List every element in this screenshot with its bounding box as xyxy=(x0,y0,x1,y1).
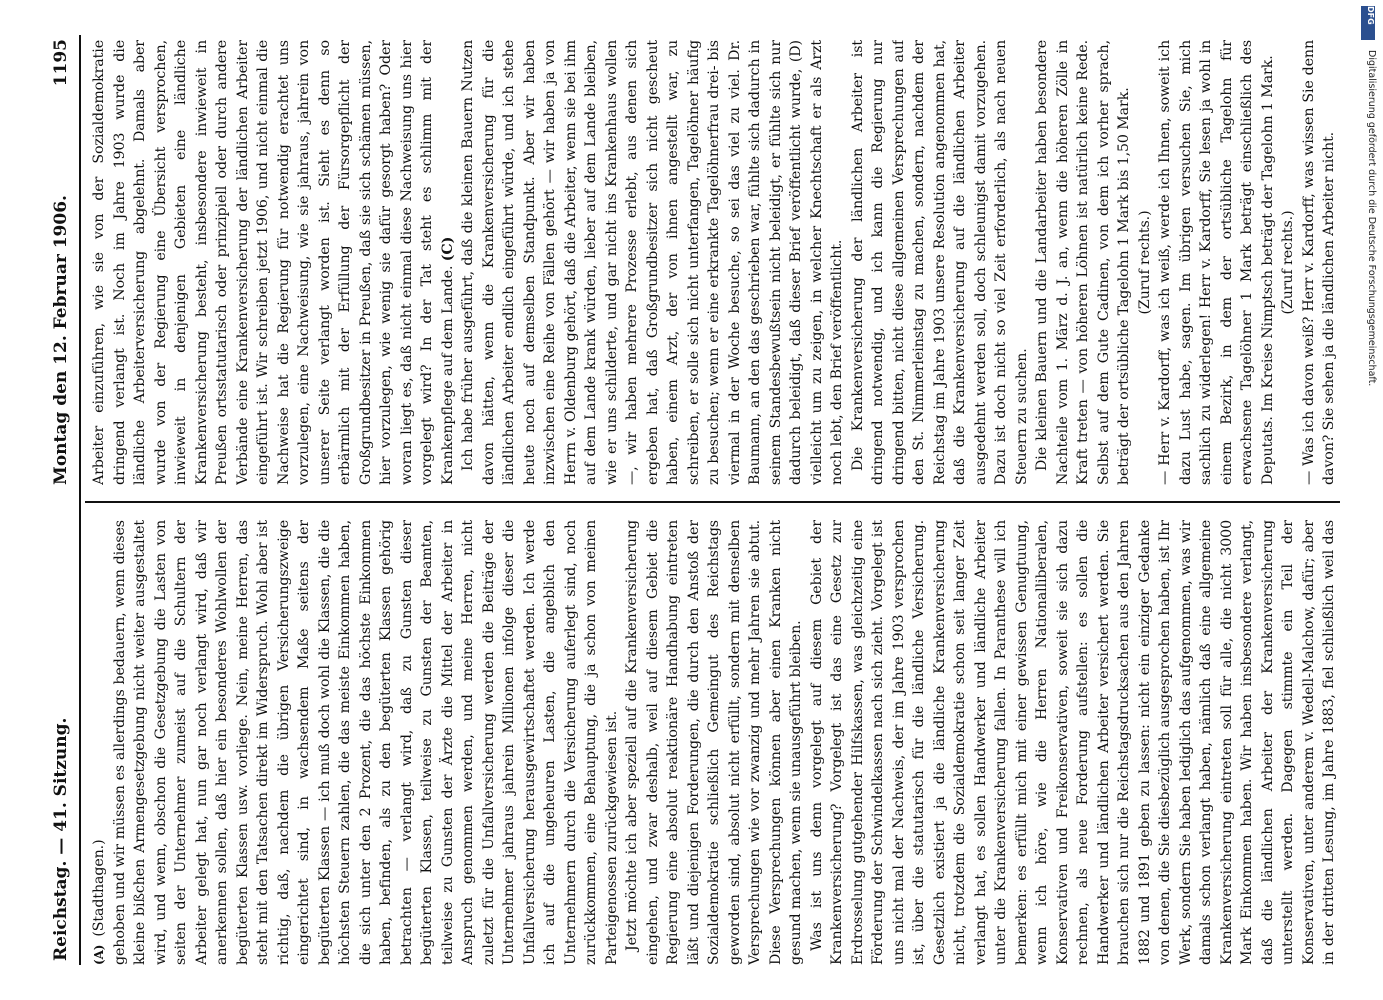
margin-marker-a: (A) xyxy=(92,944,106,965)
interjection-2: (Zuruf rechts.) xyxy=(1280,210,1296,315)
left-paragraph-1: gehoben und wir müssen es allerdings bedauern, wenn dieses kleine bißchen Armengesetzgebung nicht weiter ausgestaltet wird, und wenn, obschon die Gesetzgebung die Lasten von seiten der Unternehmer zumeist auf die Schultern der Arbeiter gelegt hat, nun gar noch verlangt wird, daß wir anerkennen sollen, daß hier ein besonderes Wohlwollen der begüterten Klassen usw. vorliege. Nein, meine Herren, das steht mit den Tatsachen direkt im Widerspruch. Wohl aber ist richtig, daß, nachdem die übrigen Versicherungszweige eingerichtet sind, in wachsendem Maße seitens der begüterten Klassen — ich muß doch wohl die Klassen, die die höchsten Steuern zahlen, die das meiste Einkommen haben, die sich unter den 2 Prozent, die das höchste Einkommen haben, befinden, als zu den begüterten Klassen gehörig betrachten — verlangt wird, daß zu Gunsten dieser begüterten Klassen, teilweise zu Gunsten der Beamten, teilweise zu Gunsten der Ärzte die Mittel der Arbeiter in Anspruch genommen werden, und meine Herren, nicht zuletzt für die Unfallversicherung werden die Beiträge der Unternehmer jahraus jahrein Millionen infolge dieser die Unfallversicherung herausgewirtschaftet werden. Ich werde ich auf die ungeheuren Lasten, die angeblich den Unternehmern durch die Versicherung auferlegt sind, noch zurückkommen, eine Behauptung, die ja schon von meinen Parteigenossen zurückgewiesen ist. xyxy=(111,520,620,965)
right-paragraph-kardorff: — Herr v. Kardorff, was ich weiß, werde ich Ihnen, soweit ich dazu Lust habe, sagen. Im übrigen versuchen Sie, mich sachlich zu widerlegen! Herr v. Kardorff, Sie lesen ja wohl in einem Bezirk, in dem der ortsübliche Tagelohn für erwachsene Tagelöhner 1 Mark beträgt einschließlich des Deputats. Im Kreise Nimptsch beträgt der Tagelohn 1 Mark. xyxy=(1157,40,1276,485)
margin-marker-c: (C) xyxy=(439,236,456,262)
page-header xyxy=(45,35,81,965)
digitization-note-text: Digitalisierung gefördert durch die Deutsche Forschungsgemeinschaft. xyxy=(1366,50,1377,387)
rotated-page-content xyxy=(45,35,1345,965)
right-column xyxy=(89,40,1339,485)
left-paragraph-2: Jetzt möchte ich aber speziell auf die Krankenversicherung eingehen, und zwar deshalb, weil auf diesem Gebiet die Regierung eine absolut reaktionäre Handhabung eintreten läßt und diejenigen Forderungen, die durch den Anstoß der Sozialdemokratie schließlich Gemeingut des Reichstags geworden sind, absolut nicht erfüllt, sondern mit denselben Versprechungen wie vor zwanzig und mehr Jahren sie abtut. Diese Versprechungen können aber einen Kranken nicht gesund machen, wenn sie unausgeführt bleiben. xyxy=(624,520,804,965)
header-left: Reichstag. — 41. Sitzung. xyxy=(51,717,71,961)
left-paragraph-3: Was ist uns denn vorgelegt auf diesem Gebiet der Krankenversicherung? Vorgelegt ist das eine Gesetz zur Erdrosselung gutgehender Hilfskassen, was gleichzeitig eine Förderung der Schwindelkassen nach sich zieht. Vorgelegt ist uns nicht mal der Nachweis, der im Jahre 1903 versprochen ist, über die statutarisch für die ländliche Versicherung. Gesetzlich existiert ja die ländliche Krankenversicherung nicht, trotzdem die Sozialdemokratie schon seit langer Zeit verlangt hat, es sollen Handwerker und ländliche Arbeiter unter die Krankenversicherung fallen. In Paranthese will ich bemerken: es erfüllt mich mit einer gewissen Genugtuung, wenn ich höre, wie die Herren Nationalliberalen, Konservativen und Freikonservativen, soweit sie sich dazu rechnen, als neue Forderung aufstellen: es sollen die Handwerker und ländlichen Arbeiter versichert werden. Sie brauchen sich nur die Reichstagsdrucksachen aus den Jahren 1882 und 1891 geben zu lassen: nicht ein einziger Gedanke von denen, die Sie diesbezüglich ausgesprochen haben, ist Ihr Werk, sondern Sie haben lediglich das aufgenommen, was wir damals schon verlangt haben, nämlich daß eine allgemeine Krankenversicherung eintreten soll für alle, die nicht 3000 Mark Einkommen haben. Wir haben insbesondere verlangt, daß die ländlichen Arbeiter der Krankenversicherung unterstellt werden. Dagegen stimmte ein Teil der Konservativen, unter anderem v. Wedell-Malchow, dafür; aber in der dritten Lesung, im Jahre 1883, fiel schließlich weil das xyxy=(808,520,1337,965)
interjection-1: (Zuruf rechts.) xyxy=(1136,210,1153,315)
right-paragraph-2: Ich habe früher ausgeführt, daß die kleinen Bauern Nutzen davon hätten, wenn die Krankenversicherung für die ländlichen Arbeiter endlich eingeführt würde, und ich stehe heute noch auf demselben Standpunkt. Aber wir haben inzwischen eine Reihe von Fällen gehört — wir haben ja von Herrn v. Oldenburg gehört, daß die Arbeiter, wenn sie bei ihm auf dem Lande krank würden, lieber auf dem Lande bleiben, wie er uns schilderte, und gar nicht ins Krankenhaus wollen —, wir haben mehrere Prozesse erlebt, aus denen sich ergeben hat, daß Großgrundbesitzer sich nicht gescheut haben, einem Arzt, der von ihnen angestellt war, zu schreiben, er solle sich nicht unterfangen, Tagelöhner häufig zu besuchen; wenn er eine erkrankte Tagelöhnerfrau drei- bis viermal in der Woche besuche, so sei das viel zu viel. Dr. Baumann, an den das geschrieben war, fühlte sich dadurch in seinem Standesbewußtsein nicht beleidigt, er fühlte sich nur dadurch beleidigt, daß dieser Brief veröffentlicht wurde, (D) vielleicht um zu zeigen, in welcher Knechtschaft er als Arzt noch lebt, den Brief veröffentlicht. xyxy=(460,40,845,485)
right-paragraph-3: Die Krankenversicherung der ländlichen Arbeiter ist dringend notwendig, und ich kann die Regierung nur dringend bitten, nicht diese allgemeinen Versprechungen auf den St. Nimmerleinstag zu machen, sondern, nachdem der Reichstag im Jahre 1903 unsere Resolution angenommen hat, daß die Krankenversicherung auf die ländlichen Arbeiter ausgedehnt werden soll, doch schleunigst damit vorzugehen. Dazu ist doch nicht so viel Zeit erforderlich, als nach neuen Steuern zu suchen. xyxy=(849,40,1030,485)
speaker-tag: (A)(Stadthagen.) xyxy=(91,839,107,965)
dfg-logo: DFG xyxy=(1361,6,1375,40)
digitization-note xyxy=(1357,50,1377,1000)
page-number: 1195 xyxy=(51,39,71,87)
column-divider xyxy=(85,501,1340,503)
left-column xyxy=(89,520,1339,965)
right-paragraph-short: — Was ich davon weiß? Herr v. Kardorff, was wissen Sie denn davon? Sie sehen ja die ländlichen Arbeiter nicht. xyxy=(1300,40,1337,485)
right-paragraph-1: Arbeiter einzuführen, wie sie von der Sozialdemokratie dringend verlangt ist. Noch im Jahre 1903 wurde die ländliche Arbeiterversicherung abgelehnt. Damals aber wurde von der Regierung eine Übersicht versprochen, inwieweit in denjenigen Gebieten eine ländliche Krankenversicherung besteht, insbesondere inwieweit in Preußen ortsstatutarisch oder prinzipiell oder durch andere Verbände eine Krankenversicherung der ländlichen Arbeiter eingeführt ist. Wir schreiben jetzt 1906, und nicht einmal die Nachweise hat die Regierung für notwendig erachtet uns vorzulegen, eine Nachweisung, wie sie jahraus, jahrein von unserer Seite verlangt worden ist. Sieht es denn so erbärmlich mit der Erfüllung der Fürsorgepflicht der Großgrundbesitzer in Preußen, daß sie sich schämen müssen, hier vorzulegen, wie wenig sie dafür gesorgt haben? Oder woran liegt es, daß nicht einmal diese Nachweisung uns hier vorgelegt wird? In der Tat steht es schlimm mit der Krankenpflege auf dem Lande. (C) xyxy=(91,40,456,485)
right-paragraph-4: Die kleinen Bauern und die Landarbeiter haben besondere Nachteile vom 1. März d. J. an, wenn die höheren Zölle in Kraft treten — von höheren Löhnen ist natürlich keine Rede. Selbst auf dem Gute Cadinen, von dem ich vorher sprach, beträgt der ortsübliche Tagelohn 1 Mark bis 1,50 Mark. xyxy=(1034,40,1132,485)
header-right: Montag den 12. Februar 1906. xyxy=(51,195,71,485)
